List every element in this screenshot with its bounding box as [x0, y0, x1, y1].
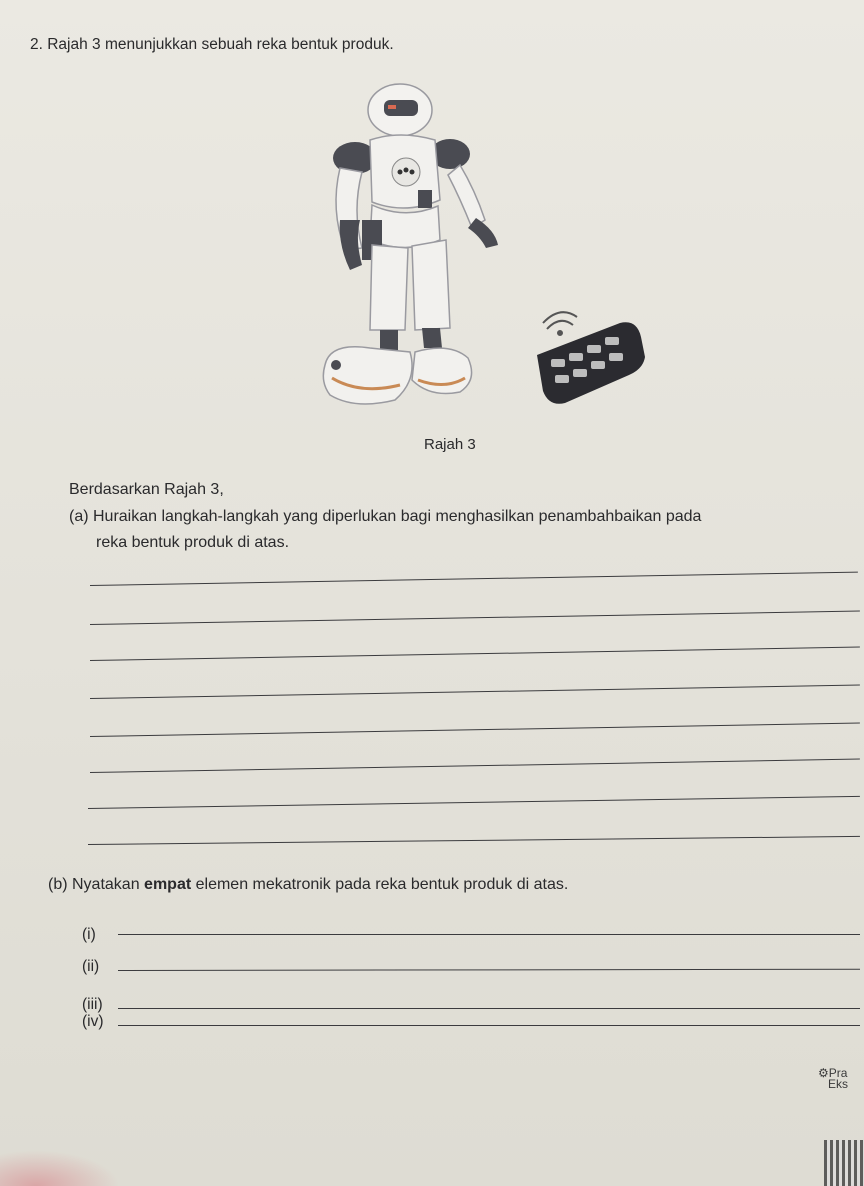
footer-badge-line1: Pra — [828, 1066, 848, 1080]
gear-icon: ⚙ — [818, 1066, 829, 1080]
answer-line-iii[interactable] — [118, 1008, 860, 1009]
based-on-text: Berdasarkan Rajah 3, — [69, 481, 224, 498]
remote-control-illustration — [525, 295, 650, 410]
sub-item-label-iv: (iv) — [82, 1013, 104, 1030]
part-a-question-line1: (a) Huraikan langkah-langkah yang diperlukan bagi menghasilkan penambahbaikan pada — [69, 508, 702, 525]
answer-line-iv[interactable] — [118, 1025, 860, 1026]
sub-item-label-i: (i) — [82, 926, 96, 943]
question-title: 2. Rajah 3 menunjukkan sebuah reka bentuk produk. — [30, 36, 394, 53]
footer-badge — [818, 1068, 848, 1090]
qr-code-icon — [824, 1140, 864, 1186]
figure-caption: Rajah 3 — [424, 436, 476, 453]
footer-badge-line2: Eks — [828, 1077, 849, 1091]
sub-item-label-iii: (iii) — [82, 996, 103, 1013]
page-edge-shadow — [0, 1150, 120, 1186]
part-a-question-line2: reka bentuk produk di atas. — [96, 534, 290, 551]
part-b-question: (b) Nyatakan empat elemen mekatronik pada reka bentuk produk di atas. — [48, 876, 569, 893]
robot-illustration — [300, 80, 520, 415]
wifi-icon — [543, 312, 577, 335]
answer-line-i[interactable] — [118, 934, 860, 935]
sub-item-label-ii: (ii) — [82, 958, 100, 975]
